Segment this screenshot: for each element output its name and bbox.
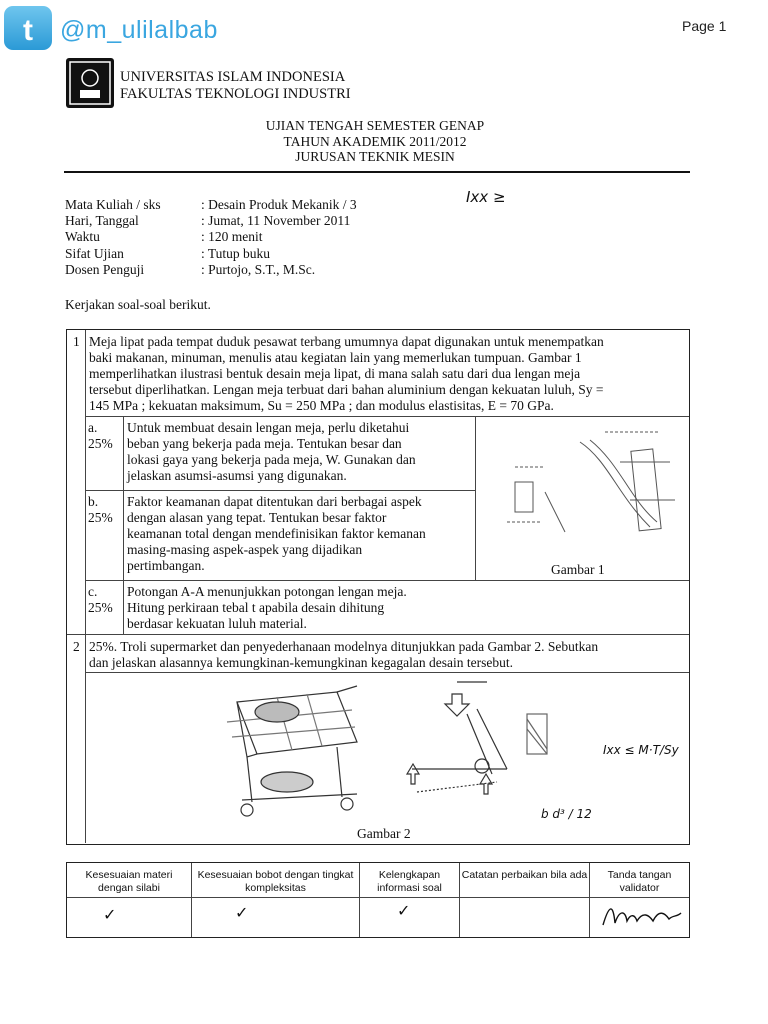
info-row (65, 229, 357, 245)
table-divider (85, 490, 475, 491)
table-divider (85, 672, 689, 673)
check-mark: ✓ (397, 901, 411, 920)
info-row (65, 246, 357, 262)
text-line: dengan alasan yang tepat. Tentukan besar faktor (127, 510, 387, 525)
table-divider (67, 634, 689, 635)
part-label (88, 420, 113, 452)
check-mark: ✓ (103, 905, 117, 924)
table-divider (123, 416, 124, 634)
info-value: : Tutup buku (201, 245, 271, 261)
institution-block (120, 69, 351, 103)
part-weight: 25% (88, 600, 113, 615)
info-label: Mata Kuliah / sks (65, 197, 161, 212)
text-line: Potongan A-A menunjukkan potongan lengan meja. (127, 584, 407, 599)
validation-table (66, 862, 690, 938)
text-line: lokasi gaya yang bekerja pada meja, W. Gunakan dan (127, 452, 416, 467)
validator-signature (599, 901, 685, 931)
text-line: Hitung perkiraan tebal t apabila desain dihitung (127, 600, 385, 615)
text-line: berdasar kekuatan luluh material. (127, 616, 307, 631)
figure-1-caption: Gambar 1 (551, 562, 605, 577)
part-weight: 25% (88, 436, 113, 451)
text-line: masing-masing aspek-aspek yang dijadikan (127, 542, 363, 557)
text-line: memperlihatkan ilustrasi bentuk desain meja lipat, di mana salah satu dari dua lengan meja (89, 366, 581, 381)
twitter-handle[interactable]: @m_ulilalbab (60, 16, 218, 44)
text-line: beban yang bekerja pada meja. Tentukan besar dan (127, 436, 402, 451)
info-label: Dosen Penguji (65, 261, 145, 277)
instruction: Kerjakan soal-soal berikut. (65, 297, 211, 312)
header-cell: Tanda tangan validator (607, 869, 672, 894)
text-line: dan jelaskan alasannya kemungkinan-kemungkinan kegagalan desain tersebut. (89, 655, 513, 670)
info-value: : Jumat, 11 November 2011 (201, 213, 351, 229)
question-number: 1 (73, 334, 80, 349)
exam-year: TAHUN AKADEMIK 2011/2012 (283, 133, 467, 149)
check-mark: ✓ (235, 903, 249, 922)
table-arm-drawing (485, 422, 685, 542)
question1-intro (89, 334, 689, 414)
info-row (65, 262, 357, 278)
shopping-cart-drawing (217, 682, 377, 822)
info-label: Sifat Ujian (65, 245, 124, 261)
text-line: 145 MPa ; kekuatan maksimum, Su = 250 MPa ; dan modulus elastisitas, E = 70 GPa. (89, 398, 554, 413)
part-a-text (127, 420, 473, 484)
text-line: Faktor keamanan dapat ditentukan dari berbagai aspek (127, 494, 422, 509)
info-value: : Desain Produk Mekanik / 3 (201, 197, 357, 212)
header-cell: Catatan perbaikan bila ada (461, 869, 588, 881)
handwritten-formula-1: Ixx ≤ M·T/Sy (603, 743, 679, 757)
info-value: : Purtojo, S.T., M.Sc. (201, 261, 316, 277)
info-row (65, 197, 357, 213)
text-line: Untuk membuat desain lengan meja, perlu diketahui (127, 420, 410, 435)
table-divider (67, 897, 689, 898)
part-letter: b. (88, 494, 99, 509)
part-letter: a. (88, 420, 98, 435)
part-label (88, 584, 113, 616)
header-cell: Kelengkapan informasi soal (377, 869, 442, 894)
table-divider (85, 330, 86, 843)
university-name: UNIVERSITAS ISLAM INDONESIA (120, 69, 346, 85)
part-c-text (127, 584, 667, 632)
part-b-text (127, 494, 473, 574)
exam-title: UJIAN TENGAH SEMESTER GENAP (265, 118, 485, 133)
cart-model-drawing (397, 674, 567, 804)
part-letter: c. (88, 584, 98, 599)
info-label: Waktu (65, 229, 100, 245)
faculty-name: FAKULTAS TEKNOLOGI INDUSTRI (120, 86, 351, 102)
info-row (65, 213, 357, 229)
exam-title-block (200, 118, 550, 165)
text-line: tersebut diperlihatkan. Lengan meja terbuat dari bahan aluminium dengan kekuatan luluh, Sy = (89, 382, 604, 397)
page-number: Page 1 (682, 18, 727, 34)
header-divider (64, 171, 690, 173)
text-line: pertimbangan. (127, 558, 205, 573)
text-line: baki makanan, minuman, menulis atau kegiatan lain yang memerlukan tumpuan. Gambar 1 (89, 350, 582, 365)
exam-department: JURUSAN TEKNIK MESIN (295, 149, 455, 164)
part-weight: 25% (88, 510, 113, 525)
handwritten-formula-2: b d³ / 12 (541, 807, 592, 821)
university-logo (66, 58, 114, 108)
figure-2-caption: Gambar 2 (357, 826, 411, 841)
handwritten-note: Ixx ≥ (466, 188, 506, 206)
question-table (66, 329, 690, 845)
text-line: jelaskan asumsi-asumsi yang digunakan. (127, 468, 347, 483)
exam-info (65, 197, 357, 278)
table-divider (475, 416, 476, 580)
part-label (88, 494, 113, 526)
twitter-bird-icon (4, 6, 52, 50)
text-line: keamanan total dengan mendefinisikan faktor kemanan (127, 526, 426, 541)
svg-text:t: t (23, 14, 33, 47)
question-number: 2 (73, 639, 80, 654)
question2-text (89, 639, 689, 671)
info-value: : 120 menit (201, 229, 263, 245)
text-line: 25%. Troli supermarket dan penyederhanaan modelnya ditunjukkan pada Gambar 2. Sebutkan (89, 639, 599, 654)
text-line: Meja lipat pada tempat duduk pesawat terbang umumnya dapat digunakan untuk menempatkan (89, 334, 604, 349)
table-divider (85, 580, 689, 581)
info-label: Hari, Tanggal (65, 213, 139, 229)
table-divider (85, 416, 689, 417)
header-cell: Kesesuaian bobot dengan tingkat kompleksitas (197, 869, 354, 894)
header-cell: Kesesuaian materi dengan silabi (85, 869, 173, 894)
